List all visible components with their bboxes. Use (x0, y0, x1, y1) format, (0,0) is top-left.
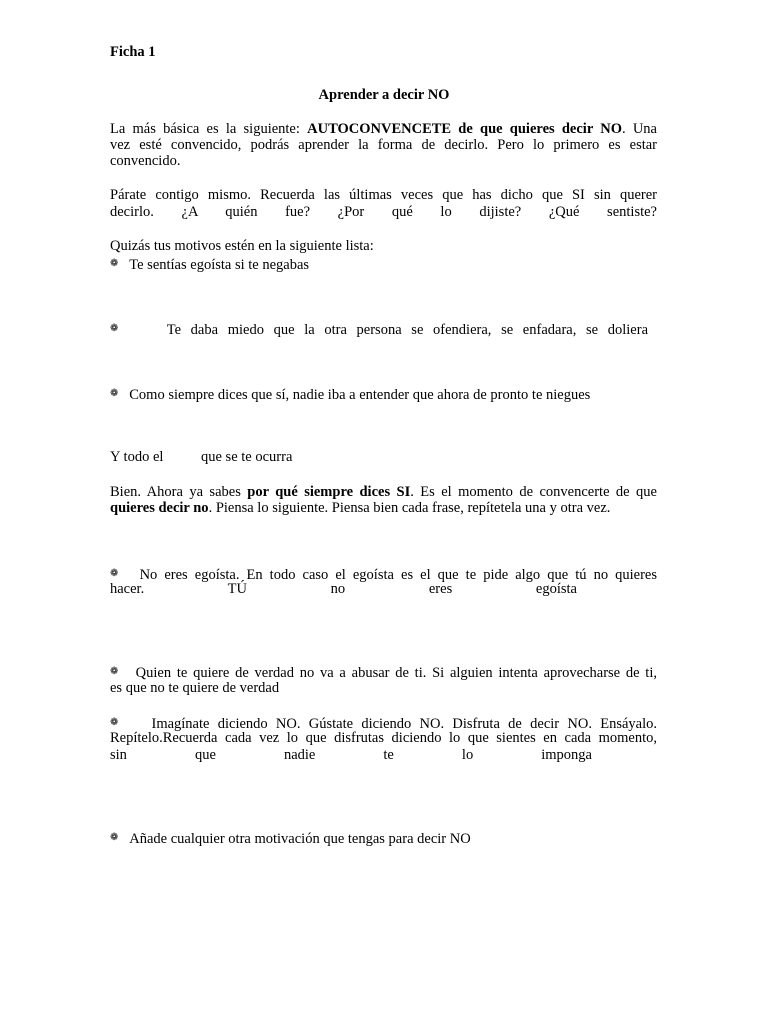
list-item-text: Imagínate diciendo NO. Gústate diciendo NO. Disfruta de decir NO. Ensáyalo. (151, 716, 657, 732)
list-item (110, 320, 648, 339)
p4-bold-text: por qué siempre dices SI (247, 484, 411, 500)
list-item-continuation: hacer. TÚ no eres egoísta (110, 581, 577, 597)
p1-text-end: . Una (621, 121, 657, 137)
paragraph-4-line-1 (110, 484, 657, 501)
paragraph-2-line-1: Párate contigo mismo. Recuerda las últimas veces que has dicho que SI sin querer (110, 187, 657, 203)
ficha-label: Ficha 1 (110, 44, 156, 60)
flower-bullet-icon: ❁ (110, 832, 119, 843)
paragraph-1-line-1 (110, 121, 657, 138)
flower-bullet-icon: ❁ (110, 258, 119, 269)
list-item-text: Añade cualquier otra motivación que tengas para decir NO (129, 831, 471, 847)
paragraph-4-line-2 (110, 500, 610, 517)
p4-text-end: . Es el momento de convencerte de que (410, 484, 657, 500)
list-item (110, 829, 471, 848)
p1-text: La más básica es la siguiente: (110, 121, 308, 137)
list-item-continuation: sin que nadie te lo imponga (110, 747, 592, 763)
flower-bullet-icon: ❁ (110, 388, 119, 399)
list-item-text: Como siempre dices que sí, nadie iba a entender que ahora de pronto te niegues (129, 387, 591, 403)
flower-bullet-icon: ❁ (110, 323, 119, 334)
y-todo-part-2: que se te ocurra (201, 449, 293, 465)
flower-bullet-icon: ❁ (110, 717, 119, 728)
page-title: Aprender a decir NO (318, 87, 450, 103)
list-item-continuation: es que no te quiere de verdad (110, 680, 280, 696)
flower-bullet-icon: ❁ (110, 666, 119, 677)
list-item-text: Te daba miedo que la otra persona se ofendiera, se enfadara, se doliera (166, 322, 648, 338)
list-intro: Quizás tus motivos estén en la siguiente lista: (110, 238, 374, 254)
list-item-continuation: Repítelo.Recuerda cada vez lo que disfrutas diciendo lo que sientes en cada momento, (110, 730, 657, 746)
list-item-text: Quien te quiere de verdad no va a abusar de ti. Si alguien intenta aprovecharse de ti, (135, 665, 657, 681)
p1-bold-text: AUTOCONVENCETE de que quieres decir NO (307, 121, 622, 137)
y-todo-part-1: Y todo el (110, 449, 164, 465)
p4-text: Bien. Ahora ya sabes (110, 484, 248, 500)
paragraph-2-line-2: decirlo. ¿A quién fue? ¿Por qué lo dijiste? ¿Qué sentiste? (110, 204, 657, 220)
list-item-text: No eres egoísta. En todo caso el egoísta es el que te pide algo que tú no quieres (139, 567, 658, 583)
list-item (110, 385, 590, 404)
flower-bullet-icon: ❁ (110, 568, 119, 579)
list-item (110, 255, 309, 274)
paragraph-1-line-2: vez esté convencido, podrás aprender la forma de decirlo. Pero lo primero es estar (110, 137, 657, 153)
p4-text-2: . Piensa lo siguiente. Piensa bien cada frase, repítetela una y otra vez. (208, 500, 611, 516)
list-item-text: Te sentías egoísta si te negabas (129, 257, 310, 273)
paragraph-1-line-3: convencido. (110, 153, 181, 169)
p4-bold-text-2: quieres decir no (110, 500, 209, 516)
